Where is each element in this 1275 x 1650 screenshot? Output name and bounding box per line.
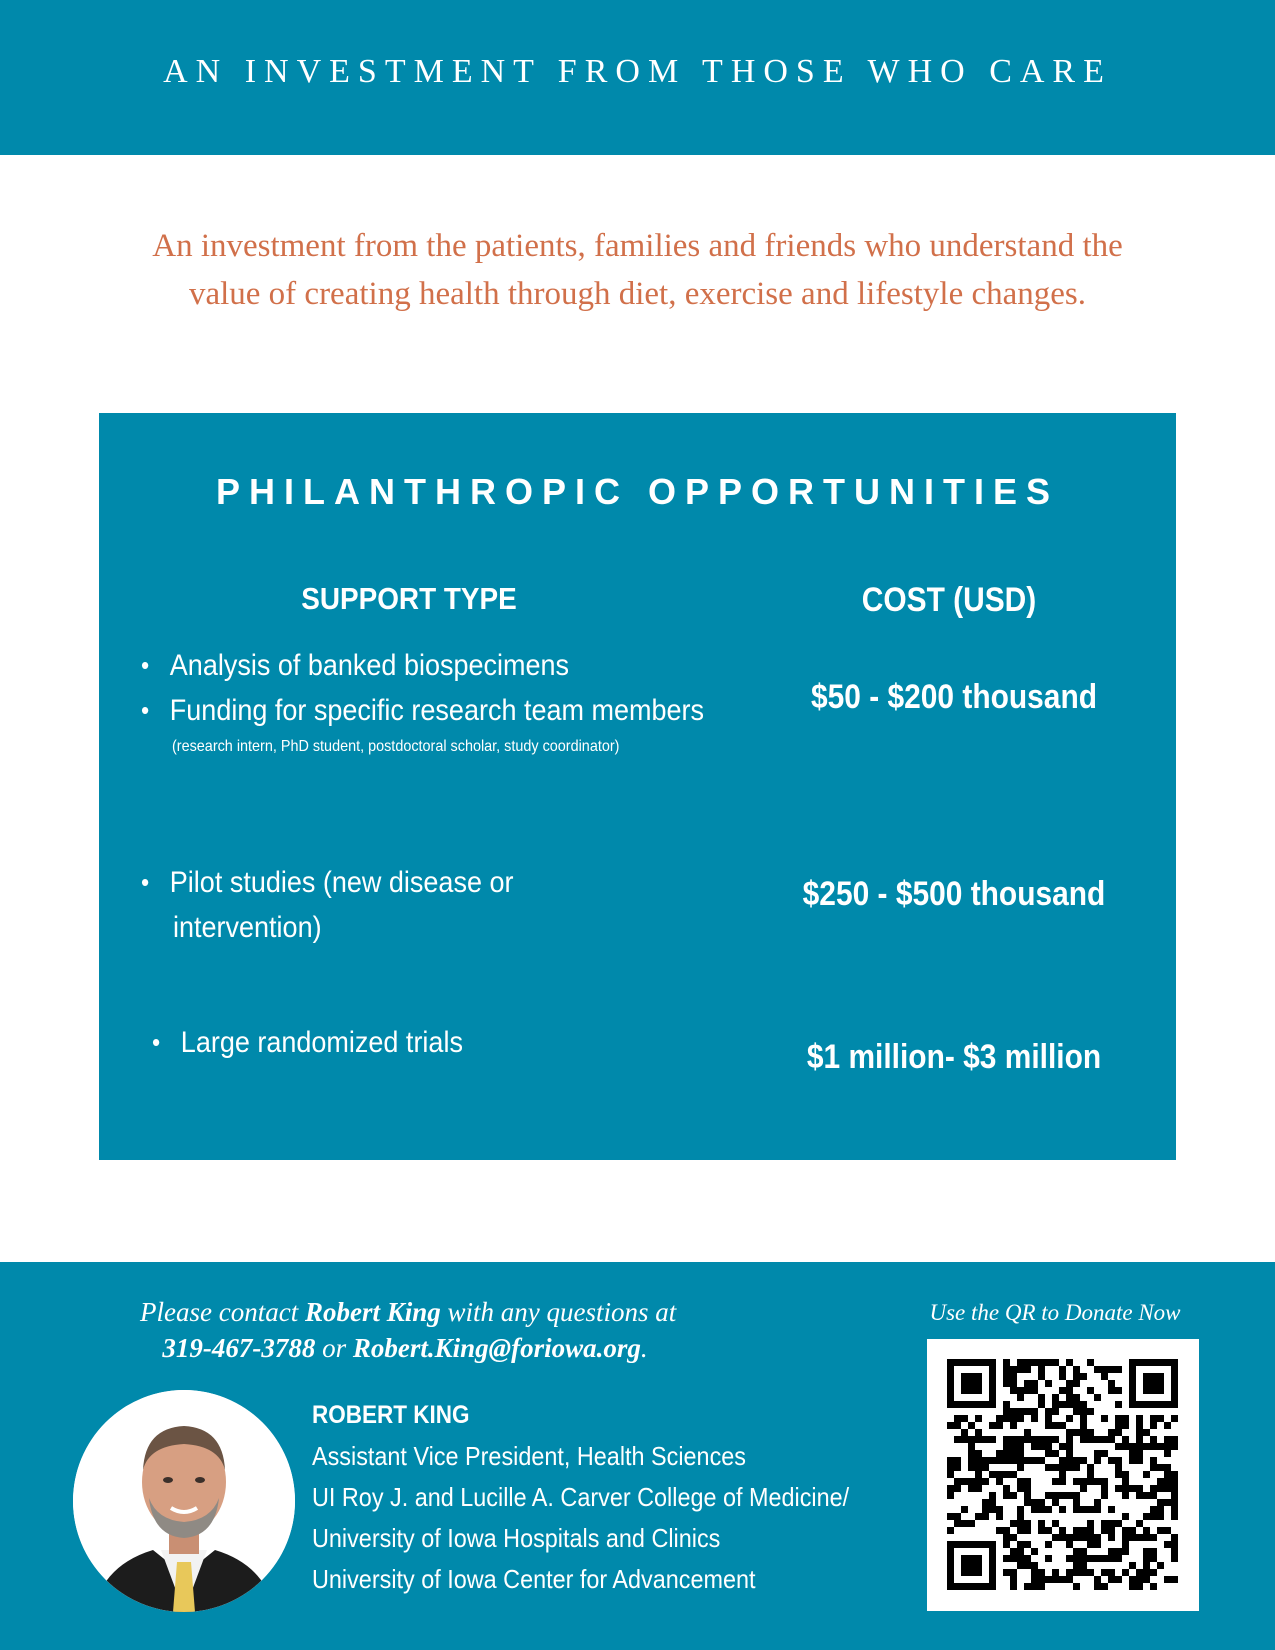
tier2-cost: $250 - $500 thousand (802, 875, 1106, 913)
person-org-1: UI Roy J. and Lucille A. Carver College of Medicine/ (312, 1482, 850, 1512)
contact-email[interactable]: Robert.King@foriowa.org (352, 1333, 641, 1363)
person-info (312, 1395, 909, 1600)
qr-code-icon[interactable] (927, 1339, 1199, 1611)
intro-line-2: value of creating health through diet, exercise and lifestyle changes. (188, 276, 1087, 312)
list-item: • Pilot studies (new disease or (141, 860, 513, 905)
tier2-item-continued: intervention) (173, 911, 322, 944)
portrait-photo-icon (73, 1390, 295, 1612)
list-item: • Analysis of banked biospecimens (141, 643, 704, 688)
cost-header: COST (USD) (861, 581, 1037, 619)
qr-code-frame[interactable] (927, 1339, 1199, 1611)
header-title: AN INVESTMENT FROM THOSE WHO CARE (163, 52, 1112, 90)
intro-line-1: An investment from the patients, families and friends who understand the (152, 228, 1123, 264)
contact-text (140, 1294, 677, 1366)
tier3-cost: $1 million- $3 million (806, 1038, 1102, 1076)
intro-text (60, 222, 1215, 318)
person-org-2: University of Iowa Hospitals and Clinics (312, 1523, 721, 1553)
contact-phone[interactable]: 319-467-3788 (162, 1333, 316, 1363)
tier2-list (141, 860, 555, 905)
contact-period: . (640, 1333, 648, 1363)
contact-line-2 (140, 1330, 670, 1366)
qr-caption: Use the QR to Donate Now (929, 1300, 1181, 1325)
header-band (0, 0, 1275, 155)
support-type-header: SUPPORT TYPE (301, 581, 517, 616)
contact-name: Robert King (304, 1297, 441, 1327)
avatar (73, 1390, 295, 1612)
tier1-note: (research intern, PhD student, postdoctoral scholar, study coordinator) (172, 738, 620, 755)
tier3-list (152, 1020, 498, 1065)
tier1-cost: $50 - $200 thousand (810, 678, 1097, 716)
contact-footer (0, 1262, 1275, 1650)
opportunities-panel (99, 413, 1176, 1160)
list-item: • Funding for specific research team members (141, 688, 704, 733)
list-item: • Large randomized trials (152, 1020, 463, 1065)
person-org-3: University of Iowa Center for Advancement (312, 1564, 756, 1594)
tier1-list (141, 643, 767, 733)
person-name: ROBERT KING (312, 1401, 470, 1429)
contact-prefix: Please contact (140, 1297, 305, 1327)
panel-title: PHILANTHROPIC OPPORTUNITIES (215, 471, 1060, 512)
contact-middle: with any questions at (440, 1297, 677, 1327)
person-title: Assistant Vice President, Health Sciences (312, 1441, 746, 1471)
contact-or: or (315, 1333, 353, 1363)
contact-line-1 (140, 1294, 677, 1330)
